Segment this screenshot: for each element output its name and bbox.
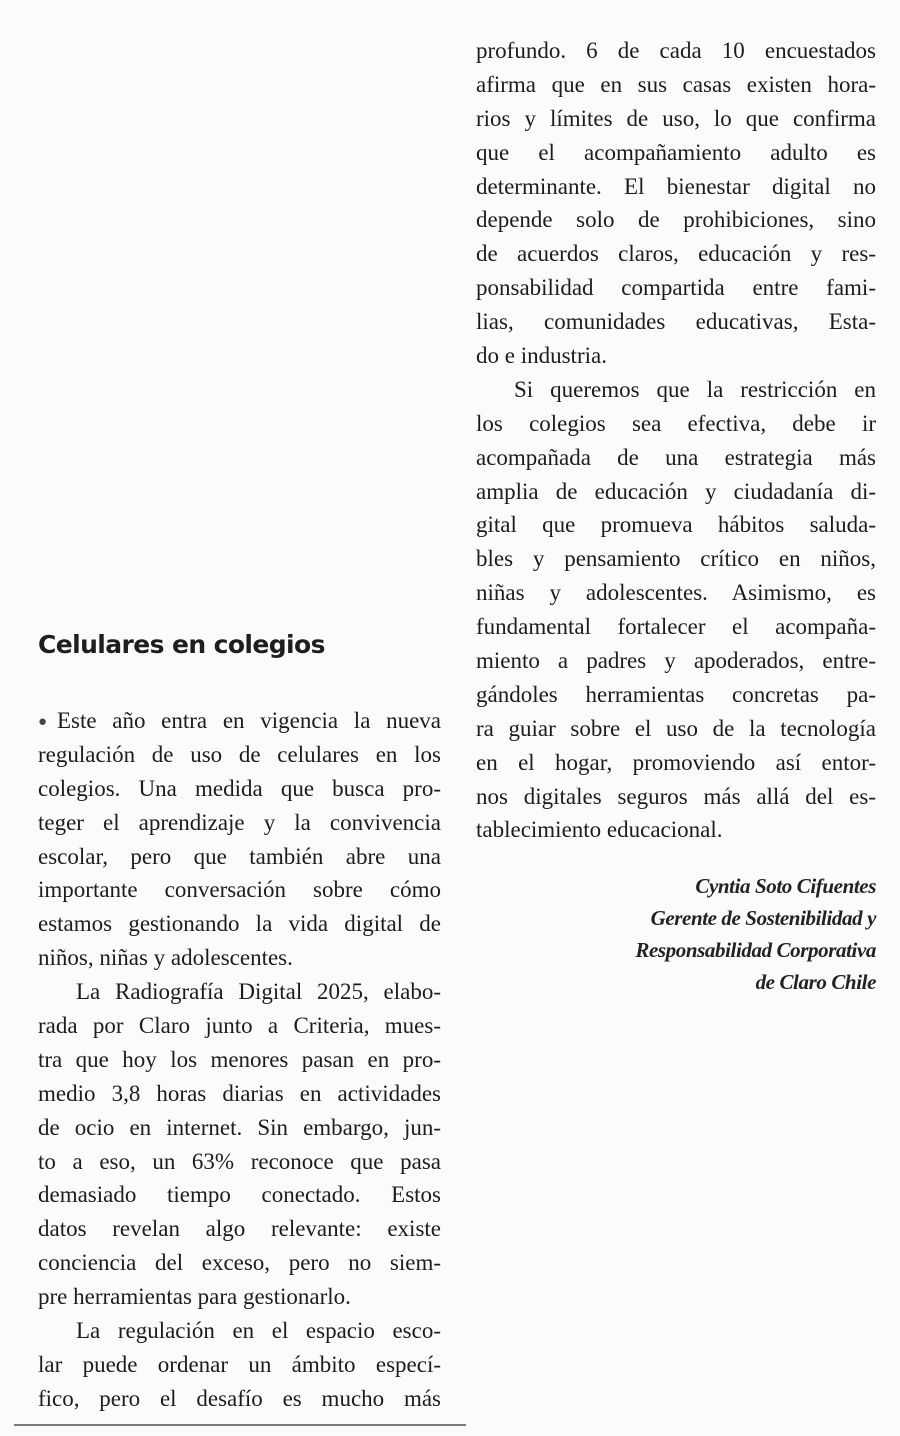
paragraph-line: importante conversación sobre cómo <box>38 877 441 903</box>
paragraph-line: estamos gestionando la vida digital de <box>38 911 441 937</box>
paragraph-line: La Radiografía Digital 2025, elabo- <box>76 979 441 1005</box>
paragraph-line: to a eso, un 63% reconoce que pasa <box>38 1148 441 1174</box>
article-headline: Celulares en colegios <box>38 630 325 659</box>
paragraph-line: ●Este año entra en vigencia la nueva <box>38 708 442 733</box>
author-signature <box>476 870 876 998</box>
paragraph-line: fundamental fortalecer el acompaña- <box>476 614 876 640</box>
paragraph-line: afirma que en sus casas existen hora- <box>476 71 876 97</box>
paragraph-line: depende solo de prohibiciones, sino <box>476 207 876 233</box>
paragraph-line: profundo. 6 de cada 10 encuestados <box>476 38 876 63</box>
paragraph-line: de acuerdos claros, educación y res- <box>476 241 876 267</box>
author-role-line: Gerente de Sostenibilidad y <box>650 906 876 930</box>
paragraph-line: conciencia del exceso, pero no siem- <box>38 1250 441 1276</box>
paragraph-line: escolar, pero que también abre una <box>38 843 441 869</box>
author-company: de Claro Chile <box>755 970 876 994</box>
paragraph-line: miento a padres y apoderados, entre- <box>476 648 876 674</box>
article-column-right <box>476 34 876 847</box>
paragraph-line: de ocio en internet. Sin embargo, jun- <box>38 1114 441 1140</box>
paragraph-line: teger el aprendizaje y la convivencia <box>38 809 441 835</box>
paragraph-line: La regulación en el espacio esco- <box>76 1318 441 1344</box>
author-name: Cyntia Soto Cifuentes <box>695 874 876 898</box>
paragraph-line: amplia de educación y ciudadanía di- <box>476 478 876 504</box>
paragraph-line: nos digitales seguros más allá del es- <box>476 783 876 809</box>
paragraph-line: tra que hoy los menores pasan en pro- <box>38 1046 441 1072</box>
paragraph-line: rada por Claro junto a Criteria, mues- <box>38 1013 441 1039</box>
paragraph-line: colegios. Una medida que busca pro- <box>38 775 441 801</box>
article-column-left <box>38 704 441 1416</box>
paragraph-line: gándoles herramientas concretas pa- <box>476 681 876 707</box>
paragraph-line: que el acompañamiento adulto es <box>476 139 876 165</box>
paragraph-line: tablecimiento educacional. <box>476 817 723 843</box>
paragraph-line: lar puede ordenar un ámbito especí- <box>38 1351 441 1377</box>
paragraph-line: rios y límites de uso, lo que confirma <box>476 105 876 131</box>
paragraph-line: datos revelan algo relevante: existe <box>38 1216 441 1242</box>
paragraph-line: Si queremos que la restricción en <box>514 376 876 402</box>
paragraph-line: acompañada de una estrategia más <box>476 444 876 470</box>
paragraph-line: lias, comunidades educativas, Esta- <box>476 309 876 335</box>
paragraph-line: los colegios sea efectiva, debe ir <box>476 410 876 436</box>
paragraph-line: regulación de uso de celulares en los <box>38 741 441 767</box>
paragraph-line: pre herramientas para gestionarlo. <box>38 1284 351 1310</box>
paragraph-line: ra guiar sobre el uso de la tecnología <box>476 715 876 741</box>
paragraph-line: en el hogar, promoviendo así entor- <box>476 749 876 775</box>
paragraph-line: niños, niñas y adolescentes. <box>38 945 293 971</box>
paragraph-line: gital que promueva hábitos saluda- <box>476 512 876 538</box>
paragraph-line: bles y pensamiento crítico en niños, <box>476 546 876 572</box>
bottom-divider <box>14 1424 466 1426</box>
paragraph-line: ponsabilidad compartida entre fami- <box>476 275 876 301</box>
paragraph-line: medio 3,8 horas diarias en actividades <box>38 1080 441 1106</box>
paragraph-line: demasiado tiempo conectado. Estos <box>38 1182 441 1208</box>
bullet-icon: ● <box>38 714 57 730</box>
paragraph-line: determinante. El bienestar digital no <box>476 173 876 199</box>
paragraph-line: do e industria. <box>476 343 607 369</box>
paragraph-line: fico, pero el desafío es mucho más <box>38 1385 441 1411</box>
paragraph-line: niñas y adolescentes. Asimismo, es <box>476 580 876 606</box>
author-role-line: Responsabilidad Corporativa <box>635 938 876 962</box>
